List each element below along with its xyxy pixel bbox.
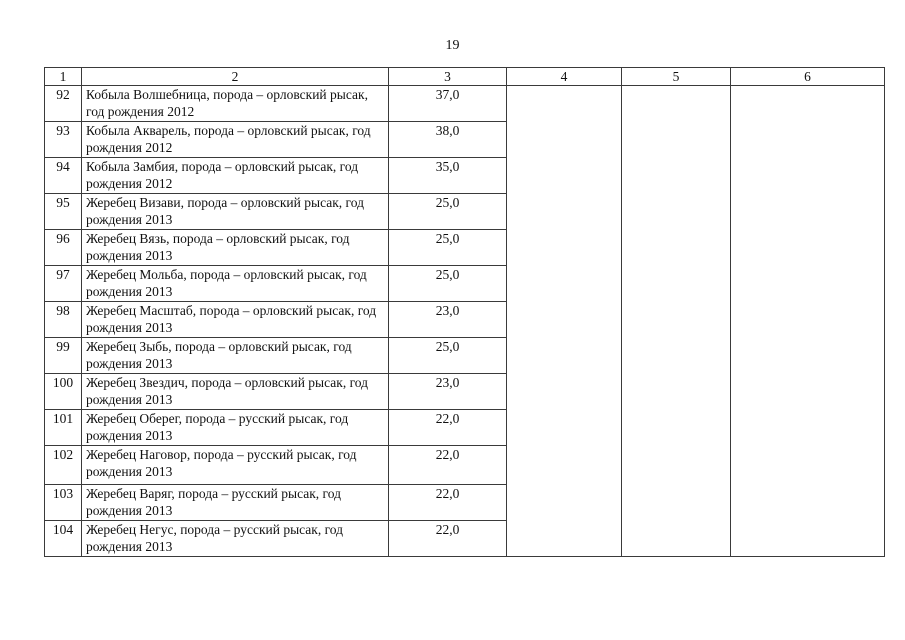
row-number: 95 [45,194,82,230]
column-header-4: 4 [507,68,622,86]
row-value: 22,0 [389,446,507,485]
row-description: Жеребец Варяг, порода – русский рысак, год рождения 2013 [82,485,389,521]
column-6-cell [731,86,885,557]
page-number: 19 [445,38,460,53]
column-header-6: 6 [731,68,885,86]
row-value: 25,0 [389,338,507,374]
row-value: 25,0 [389,230,507,266]
row-description: Жеребец Визави, порода – орловский рысак, год рождения 2013 [82,194,389,230]
row-value: 22,0 [389,410,507,446]
row-value: 38,0 [389,122,507,158]
row-description: Кобыла Замбия, порода – орловский рысак, год рождения 2012 [82,158,389,194]
row-number: 92 [45,86,82,122]
row-value: 25,0 [389,266,507,302]
column-header-2: 2 [82,68,389,86]
row-number: 104 [45,521,82,557]
header-row [45,68,885,86]
row-number: 94 [45,158,82,194]
row-description: Жеребец Наговор, порода – русский рысак, год рождения 2013 [82,446,389,485]
row-number: 103 [45,485,82,521]
row-number: 101 [45,410,82,446]
row-number: 97 [45,266,82,302]
row-value: 23,0 [389,374,507,410]
row-number: 96 [45,230,82,266]
row-description: Жеребец Негус, порода – русский рысак, год рождения 2013 [82,521,389,557]
table-body [45,86,885,557]
row-value: 37,0 [389,86,507,122]
column-header-1: 1 [45,68,82,86]
row-number: 98 [45,302,82,338]
row-number: 93 [45,122,82,158]
row-description: Жеребец Зыбь, порода – орловский рысак, год рождения 2013 [82,338,389,374]
column-5-cell [622,86,731,557]
row-description: Жеребец Вязь, порода – орловский рысак, год рождения 2013 [82,230,389,266]
column-header-5: 5 [622,68,731,86]
row-value: 22,0 [389,485,507,521]
row-description: Жеребец Звездич, порода – орловский рысак, год рождения 2013 [82,374,389,410]
row-value: 23,0 [389,302,507,338]
row-number: 102 [45,446,82,485]
row-value: 25,0 [389,194,507,230]
row-value: 22,0 [389,521,507,557]
column-4-cell [507,86,622,557]
row-description: Кобыла Акварель, порода – орловский рысак, год рождения 2012 [82,122,389,158]
data-table [44,67,885,557]
column-header-3: 3 [389,68,507,86]
row-description: Кобыла Волшебница, порода – орловский рысак, год рождения 2012 [82,86,389,122]
table-row [45,86,885,122]
row-number: 100 [45,374,82,410]
row-description: Жеребец Оберег, порода – русский рысак, год рождения 2013 [82,410,389,446]
row-description: Жеребец Мольба, порода – орловский рысак, год рождения 2013 [82,266,389,302]
row-value: 35,0 [389,158,507,194]
row-description: Жеребец Масштаб, порода – орловский рысак, год рождения 2013 [82,302,389,338]
row-number: 99 [45,338,82,374]
